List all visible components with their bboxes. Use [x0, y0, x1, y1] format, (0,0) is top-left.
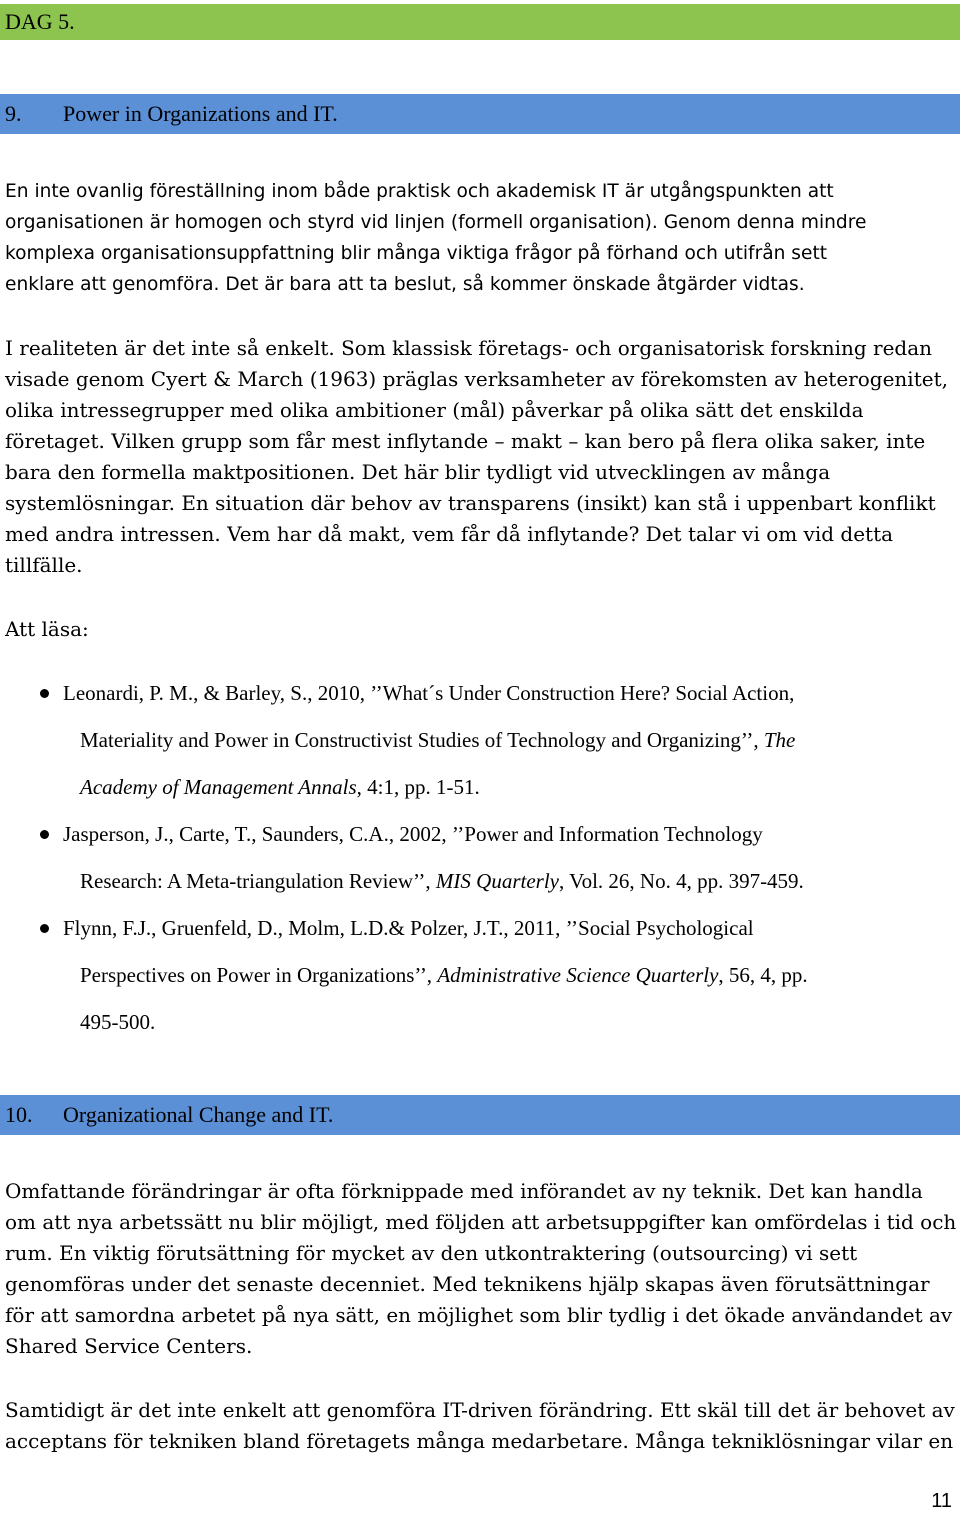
section-10-paragraph-1	[5, 1176, 955, 1362]
day-header	[0, 4, 960, 40]
ref-text: Research: A Meta-triangulation Review’’,	[80, 869, 436, 893]
bullet-icon	[40, 924, 49, 933]
ref-line: Flynn, F.J., Gruenfeld, D., Molm, L.D.& Polzer, J.T., 2011, ’’Social Psychological	[63, 916, 754, 940]
text-line: Shared Service Centers.	[5, 1334, 253, 1358]
text-line: acceptans för tekniken bland företagets många medarbetare. Många tekniklösningar vilar en	[5, 1429, 954, 1453]
section-10-title: Organizational Change and IT.	[63, 1102, 334, 1127]
ref-text: , 56, 4, pp.	[718, 963, 808, 987]
text-line: visade genom Cyert & March (1963) präglas verksamheter av förekomsten av heterogenitet,	[5, 367, 948, 391]
reading-list	[0, 670, 960, 1046]
ref-journal: Administrative Science Quarterly	[437, 963, 719, 987]
ref-line: 495-500.	[80, 1010, 156, 1034]
text-line: om att nya arbetssätt nu blir möjligt, med följden att arbetsuppgifter kan omfördelas i tid och	[5, 1210, 957, 1234]
ref-line	[63, 858, 960, 905]
ref-text: , Vol. 26, No. 4, pp. 397-459.	[558, 869, 804, 893]
text-line: En inte ovanlig föreställning inom både praktisk och akademisk IT är utgångspunkten att	[5, 181, 834, 202]
text-line: olika intressegrupper med olika ambitioner (mål) påverkar på olika sätt det enskilda	[5, 398, 864, 422]
ref-line	[63, 952, 960, 999]
list-item	[0, 670, 960, 811]
ref-journal: Academy of Management Annals	[80, 775, 357, 799]
section-9-header	[0, 94, 960, 134]
text-line: organisationen är homogen och styrd vid linjen (formell organisation). Genom denna mindre	[5, 212, 867, 233]
text-line: bara den formella maktpositionen. Det här blir tydligt vid utvecklingen av många	[5, 460, 831, 484]
ref-line: Jasperson, J., Carte, T., Saunders, C.A., 2002, ’’Power and Information Technology	[63, 822, 763, 846]
ref-text: Materiality and Power in Constructivist Studies of Technology and Organizing’’,	[80, 728, 764, 752]
section-10-header	[0, 1095, 960, 1135]
bullet-icon	[40, 689, 49, 698]
section-10-number: 10.	[5, 1102, 33, 1127]
section-9-number: 9.	[5, 101, 22, 126]
ref-line	[63, 764, 960, 811]
list-item	[0, 905, 960, 1046]
text-line: Samtidigt är det inte enkelt att genomföra IT-driven förändring. Ett skäl till det är behovet av	[5, 1398, 955, 1422]
page-number: 11	[931, 1490, 952, 1512]
bullet-icon	[40, 830, 49, 839]
text-line: genomföras under det senaste decenniet. Med teknikens hjälp skapas även förutsättningar	[5, 1272, 930, 1296]
section-9-title: Power in Organizations and IT.	[63, 101, 338, 126]
reading-label	[5, 614, 955, 645]
text-line: med andra intressen. Vem har då makt, vem får då inflytande? Det talar vi om vid detta	[5, 522, 894, 546]
text-line: I realiteten är det inte så enkelt. Som klassisk företags- och organisatorisk forskning redan	[5, 336, 933, 360]
section-10-paragraph-2	[5, 1395, 955, 1457]
ref-journal: The	[763, 728, 796, 752]
day-title: DAG 5.	[5, 9, 75, 34]
text-line: Omfattande förändringar är ofta förknippade med införandet av ny teknik. Det kan handla	[5, 1179, 923, 1203]
ref-text: Perspectives on Power in Organizations’’,	[80, 963, 438, 987]
text-line: rum. En viktig förutsättning för mycket av den utkontraktering (outsourcing) vi sett	[5, 1241, 858, 1265]
section-9-paragraph-1	[5, 176, 955, 300]
ref-journal: MIS Quarterly	[435, 869, 559, 893]
text-line: för att samordna arbetet på nya sätt, en möjlighet som blir tydlig i det ökade användandet av	[5, 1303, 953, 1327]
list-item	[0, 811, 960, 905]
text-line: systemlösningar. En situation där behov av transparens (insikt) kan stå i uppenbart konflikt	[5, 491, 936, 515]
text-line: enklare att genomföra. Det är bara att ta beslut, så kommer önskade åtgärder vidtas.	[5, 274, 805, 295]
ref-text: , 4:1, pp. 1-51.	[356, 775, 480, 799]
ref-line: Leonardi, P. M., & Barley, S., 2010, ’’What´s Under Construction Here? Social Action,	[63, 681, 795, 705]
section-9-paragraph-2	[5, 333, 955, 581]
text-line: företaget. Vilken grupp som får mest inflytande – makt – kan bero på flera olika saker, inte	[5, 429, 926, 453]
text-line: tillfälle.	[5, 553, 83, 577]
text-line: komplexa organisationsuppfattning blir många viktiga frågor på förhand och utifrån sett	[5, 243, 828, 264]
reading-label-text: Att läsa:	[5, 617, 89, 641]
ref-line	[63, 717, 960, 764]
